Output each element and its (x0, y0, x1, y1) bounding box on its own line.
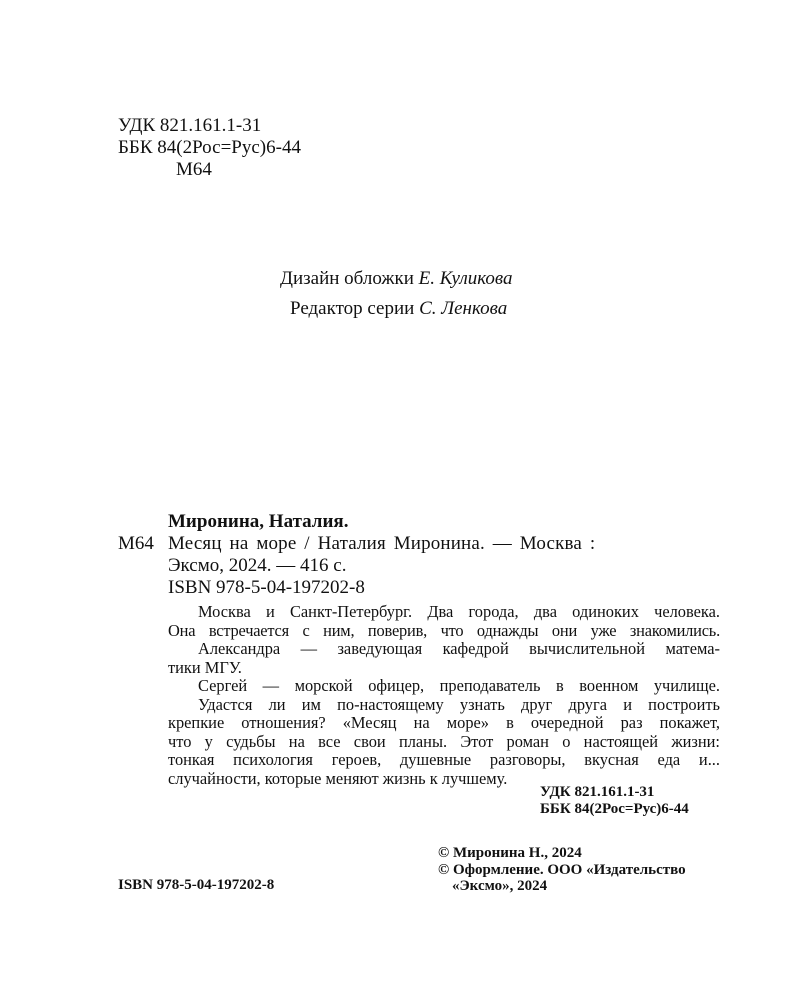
cover-design-credit (280, 268, 513, 290)
catalog-author: Миронина, Наталия. (168, 511, 349, 532)
annotation-line: Она встречается с ним, поверив, что однажды они уже знакомились. (168, 620, 720, 640)
udk-code-top: УДК 821.161.1-31 (118, 115, 262, 136)
copyright-author: © Миронина Н., 2024 (438, 845, 582, 861)
udk-code-bottom: УДК 821.161.1-31 (540, 784, 655, 800)
annotation-line: Александра — заведующая кафедрой вычислительной матема- (198, 639, 720, 658)
copyright-design-line-1: © Оформление. ООО «Издательство (438, 862, 686, 878)
annotation-line: что у судьбы на все свои планы. Этот роман о настоящей жизни: (168, 731, 720, 751)
catalog-title-line-2: Эксмо, 2024. — 416 с. (168, 555, 347, 576)
catalog-title-line-1: Месяц на море / Наталия Миронина. — Москва : (168, 533, 596, 554)
bbk-code-top: ББК 84(2Рос=Рус)6-44 (118, 137, 301, 158)
copyright-design-line-2: «Эксмо», 2024 (452, 878, 548, 894)
cover-design-label: Дизайн обложки (280, 268, 414, 289)
footer-isbn: ISBN 978-5-04-197202-8 (118, 877, 275, 893)
bbk-code-bottom: ББК 84(2Рос=Рус)6-44 (540, 801, 689, 817)
series-editor-name: С. Ленкова (419, 298, 508, 319)
series-editor-label: Редактор серии (290, 298, 415, 319)
annotation-line: Сергей — морской офицер, преподаватель в военном училище. (198, 676, 720, 695)
annotation-line: тонкая психология героев, душевные разговоры, вкусная еда и... (168, 750, 720, 769)
author-mark-top: М64 (176, 159, 212, 180)
catalog-author-mark: М64 (118, 533, 154, 554)
annotation-line: Удастся ли им по-настоящему узнать друг друга и построить (198, 694, 720, 714)
catalog-isbn: ISBN 978-5-04-197202-8 (168, 577, 365, 598)
cover-design-name: Е. Куликова (418, 268, 513, 289)
annotation-line: Москва и Санкт-Петербург. Два города, два одиноких человека. (198, 602, 720, 621)
series-editor-credit (290, 298, 507, 320)
annotation-line: тики МГУ. (168, 657, 242, 677)
annotation-line: случайности, которые меняют жизнь к лучшему. (168, 768, 508, 788)
annotation-line: крепкие отношения? «Месяц на море» в очередной раз покажет, (168, 713, 720, 732)
annotation (168, 603, 720, 788)
